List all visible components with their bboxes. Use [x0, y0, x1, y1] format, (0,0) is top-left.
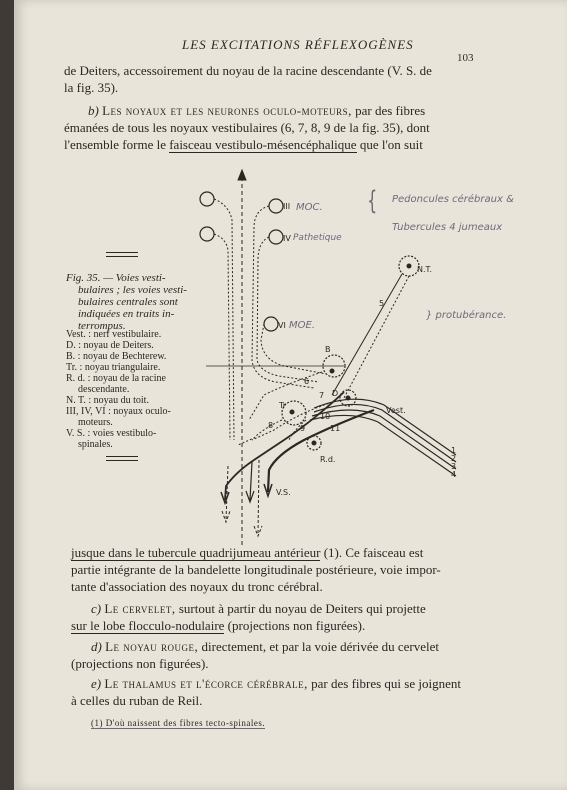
section-heading: Le noyau rouge, — [105, 639, 199, 654]
paragraph-line — [71, 617, 365, 634]
paragraph-text: par des fibres — [355, 103, 426, 118]
legend-item: Vest. : nerf vestibulaire. — [66, 329, 162, 340]
nucleus-IV-circle — [269, 230, 283, 244]
paragraph-line — [71, 544, 423, 561]
legend-item: III, IV, VI : noyaux oculo- — [66, 406, 171, 417]
label-VI: VI — [278, 321, 286, 330]
pencil-note-line2: Tubercules 4 jumeaux — [392, 222, 503, 233]
label-D: D — [332, 389, 339, 398]
section-heading: Le cervelet, — [104, 601, 176, 616]
legend-item: R. d. : noyau de la racine — [66, 373, 166, 384]
label-Vest: Vest. — [386, 406, 406, 415]
vestibular-pathways-diagram — [14, 160, 567, 550]
legend-item: spinales. — [78, 439, 113, 450]
root-label-3: 3 — [451, 462, 457, 471]
dashed-fiber — [214, 199, 234, 440]
fiber-6 — [249, 372, 325, 420]
label-5: 5 — [379, 299, 385, 308]
paragraph-line: partie intégrante de la bandelette longitudinale postérieure, voie impor- — [71, 562, 441, 577]
vs-pathway-dashed — [254, 460, 262, 536]
paragraph-text: que l'on suit — [359, 137, 423, 152]
root-label-4: 4 — [451, 470, 457, 479]
item-letter: d) — [91, 639, 102, 654]
caption-line: Fig. 35. — Voies vesti- — [66, 272, 166, 284]
nucleus-circle-left-upper — [200, 192, 214, 206]
paragraph-line: (projections non figurées). — [71, 656, 209, 671]
label-10: 10 — [320, 412, 331, 421]
vs-pathway-branch — [246, 462, 254, 502]
paragraph-line: la fig. 35). — [64, 80, 119, 95]
label-VS: V.S. — [276, 488, 291, 497]
neuron-dot — [330, 369, 334, 373]
paragraph-line — [88, 102, 425, 119]
dashed-fiber — [257, 237, 319, 382]
paragraph-line: émanées de tous les noyaux vestibulaires (6, 7, 8, 9 de la fig. 35), dont — [64, 120, 430, 135]
paragraph-line: tante d'association des noyaux du tronc cérébral. — [71, 579, 323, 594]
paragraph-text: par des fibres qui se joignent — [311, 676, 461, 691]
page-number: 103 — [457, 52, 474, 64]
label-B: B — [325, 345, 331, 354]
section-heading: Les noyaux et les neurones oculo-moteurs, — [102, 103, 352, 118]
paragraph-text: directement, et par la voie dérivée du cervelet — [201, 639, 440, 654]
root-label-1: 1 — [451, 446, 457, 455]
legend-item: moteurs. — [78, 417, 113, 428]
label-NT: N.T. — [417, 265, 433, 274]
label-Tr: Tr — [279, 401, 286, 410]
nucleus-VI-circle — [264, 317, 278, 331]
arrowhead-icon — [238, 170, 246, 180]
caption-line: indiquées en traits in- — [78, 308, 175, 320]
neuron-dot — [290, 410, 294, 414]
legend-item: B. : noyau de Bechterew. — [66, 351, 167, 362]
dashed-fiber — [214, 234, 230, 440]
root-label-2: 2 — [451, 454, 457, 463]
root-2 — [314, 404, 456, 462]
label-7: 7 — [319, 391, 325, 400]
legend-item: descendante. — [78, 384, 130, 395]
item-letter: c) — [91, 601, 102, 616]
pencil-note-line1: Pedoncules cérébraux & — [392, 194, 514, 205]
fiber-5 — [332, 274, 402, 395]
item-letter: b) — [88, 103, 99, 118]
paragraph-line — [91, 675, 461, 692]
label-Rd: R.d. — [320, 455, 336, 464]
paragraph-text: l'ensemble forme le — [64, 137, 166, 152]
fiber-5-dashed — [344, 276, 409, 398]
label-11: 11 — [330, 424, 341, 433]
underlined-term: jusque dans le tubercule quadrijumeau antérieur — [71, 545, 321, 560]
paragraph-text: (projections non figurées). — [224, 618, 366, 633]
nucleus-III-circle — [269, 199, 283, 213]
underlined-term: sur le lobe flocculo-nodulaire — [71, 618, 225, 633]
book-page — [14, 0, 567, 790]
nucleus-circle-left-lower — [200, 227, 214, 241]
caption-line: bulaires ; les voies vesti- — [78, 284, 187, 296]
legend-item: Tr. : noyau triangulaire. — [66, 362, 161, 373]
neuron-dot — [407, 264, 411, 268]
label-9: 9 — [300, 424, 306, 433]
pencil-note-moe: MOE. — [289, 320, 315, 331]
legend-item: D. : noyau de Deiters. — [66, 340, 154, 351]
caption-line: bulaires centrales sont — [78, 296, 178, 308]
paragraph-text: (1). Ce faisceau est — [320, 545, 424, 560]
paragraph-line — [91, 638, 439, 655]
vs-pathway — [268, 410, 374, 492]
item-letter: e) — [91, 676, 102, 691]
caption-line: terrompus. — [78, 320, 126, 332]
running-header: LES EXCITATIONS RÉFLEXOGÈNES — [182, 37, 414, 52]
pencil-note-moc: MOC. — [296, 202, 323, 213]
legend-item: N. T. : noyau du toit. — [66, 395, 149, 406]
fiber-8 — [238, 420, 282, 445]
legend-item: V. S. : voies vestibulo- — [66, 428, 157, 439]
pencil-note-pathetique: Pathetique — [293, 233, 342, 243]
label-IV: IV — [283, 234, 291, 243]
paragraph-line — [64, 136, 423, 153]
paragraph-line — [91, 600, 426, 617]
label-8: 8 — [268, 421, 274, 430]
paragraph-line: à celles du ruban de Reil. — [71, 693, 203, 708]
pencil-note-protuberance: } protubérance. — [426, 310, 507, 321]
section-heading: Le thalamus et l'écorce cérébrale, — [104, 676, 308, 691]
footnote: (1) D'où naissent des fibres tecto-spinales. — [91, 718, 266, 728]
neuron-dot — [312, 441, 316, 445]
underlined-term: faisceau vestibulo-mésencéphalique — [169, 137, 357, 152]
paragraph-text: surtout à partir du noyau de Deiters qui projette — [178, 601, 426, 616]
pencil-brace: { — [367, 186, 378, 216]
label-6: 6 — [304, 377, 310, 386]
label-III: III — [283, 202, 291, 211]
paragraph-line: de Deiters, accessoirement du noyau de la racine descendante (V. S. de — [64, 63, 432, 78]
